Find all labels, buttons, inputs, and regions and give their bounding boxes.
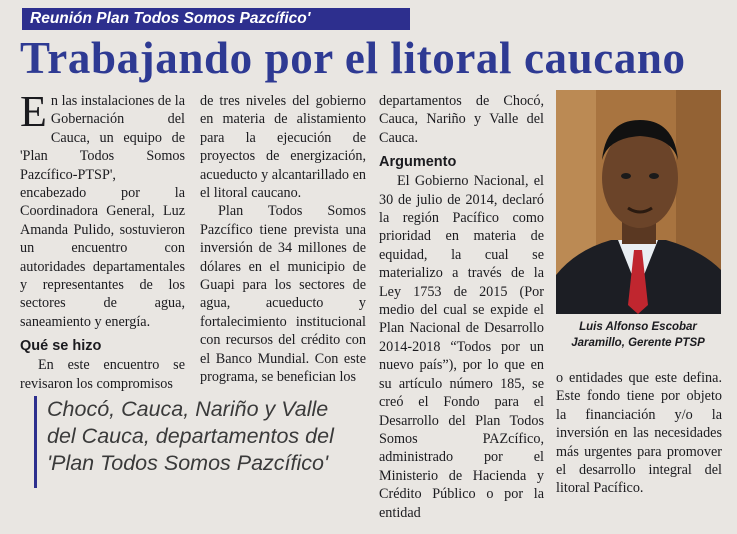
column-3: [379, 92, 544, 522]
col1-paragraph-1: [20, 87, 185, 331]
portrait-photo: [556, 90, 721, 314]
portrait-illustration: [556, 90, 721, 314]
pull-quote-line-3: 'Plan Todos Somos Pazcífico': [47, 451, 329, 475]
col3-paragraph-1: departamentos de Chocó, Cauca, Nariño y Valle del Cauca.: [379, 93, 544, 146]
pull-quote-line-1: Chocó, Cauca, Nariño y Valle: [47, 397, 329, 421]
photo-caption-line-2: Jaramillo, Gerente PTSP: [571, 337, 705, 349]
subhead-que-se-hizo: Qué se hizo: [20, 338, 102, 355]
drop-cap: E: [20, 87, 47, 136]
column-4: [556, 369, 722, 498]
col1-paragraph-1-text: n las instalaciones de la Gobernación del Cauca, un equipo de 'Plan Todos Somos Pazcífico-PTSP', encabezado por la Coordinadora General, Luz Amanda Pulido, sostuvieron un encuentro con autoridades departamentales y representantes de los sectores de agua, saneamiento y energía.: [20, 93, 185, 330]
photo-caption-line-1: Luis Alfonso Escobar: [579, 321, 697, 333]
pull-quote: [34, 396, 364, 488]
column-1: [20, 87, 185, 393]
col2-paragraph-2: Plan Todos Somos Pazcífico tiene prevista una inversión de 34 millones de dólares en el municipio de Guapi para los sectores de agua, acueducto y fortalecimiento institucional con recursos del crédito con el Banco Mundial. Con este programa, se benefician los: [200, 203, 366, 386]
photo-caption: [557, 319, 719, 351]
pull-quote-line-2: del Cauca, departamentos del: [47, 424, 334, 448]
col1-paragraph-2: En este encuentro se revisaron los compromisos: [20, 357, 185, 392]
section-label: Reunión Plan Todos Somos Pazcífico': [22, 8, 410, 30]
headline: Trabajando por el litoral caucano: [20, 33, 686, 83]
col3-paragraph-2: El Gobierno Nacional, el 30 de julio de 2014, declaró la región Pacífico como prioridad en materia de equidad, la cual se materializo a través de la Ley 1753 de 2015 (Por medio del cual se expide el Plan Nacional de Desarrollo 2014-2018 “Todos por un nuevo país”), por lo que en su artículo número 185, se creó el Fondo para el Desarrollo del Plan Todos Somos PAZcífico, administrado por el Ministerio de Hacienda y Crédito Público o por la entidad: [379, 173, 544, 521]
column-2: [200, 92, 366, 387]
col4-paragraph-1: o entidades que este defina. Este fondo tiene por objeto la financiación y/o la inversión en las necesidades más urgentes para promover el desarrollo integral del litoral Pacífico.: [556, 370, 722, 497]
col2-paragraph-1: de tres niveles del gobierno en materia de alistamiento para la ejecución de proyectos de energización, acueducto y alcantarillado en el litoral caucano.: [200, 93, 366, 202]
subhead-argumento: Argumento: [379, 154, 457, 171]
